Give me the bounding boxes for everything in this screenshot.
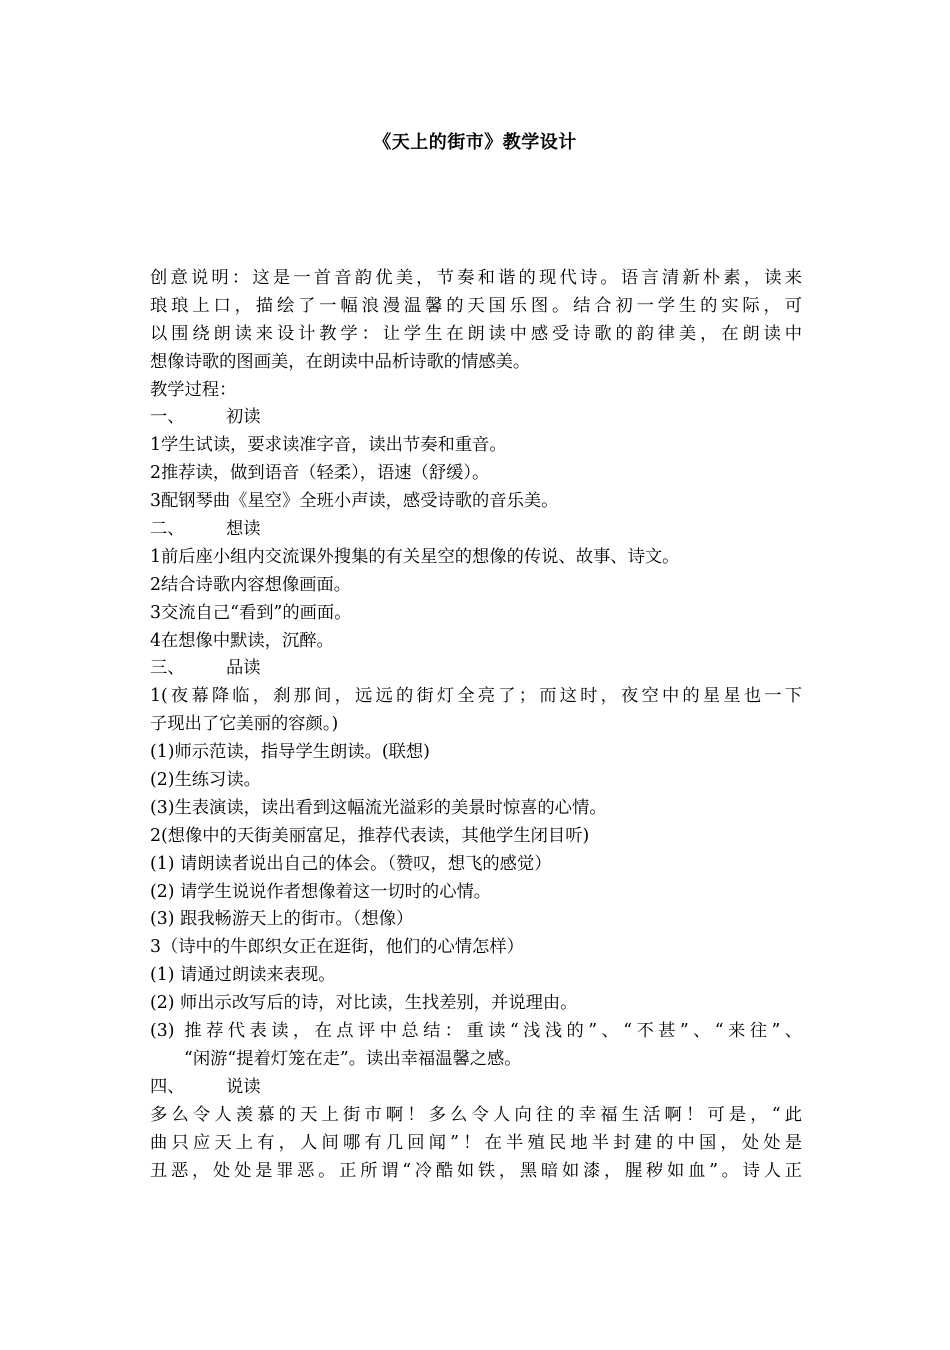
intro-line: 以围绕朗读来设计教学：让学生在朗读中感受诗歌的韵律美，在朗读中 xyxy=(150,323,802,344)
list-item: 1前后座小组内交流课外搜集的有关星空的想像的传说、故事、诗文。 xyxy=(150,546,680,567)
section-number: 四、 xyxy=(150,1076,185,1097)
text-line: (3) 推荐代表读，在点评中总结：重读“浅浅的”、“不甚”、“来往”、 xyxy=(150,1021,802,1042)
text-line: (1)师示范读，指导学生朗读。(联想) xyxy=(150,742,430,763)
text-line: 多么令人羡慕的天上街市啊！多么令人向往的幸福生活啊！可是，“此 xyxy=(150,1104,802,1125)
text-line: (2) 师出示改写后的诗，对比读，生找差别，并说理由。 xyxy=(150,993,578,1014)
section-number: 一、 xyxy=(150,407,185,428)
text-line: 1(夜幕降临，刹那间，远远的街灯全亮了；而这时，夜空中的星星也一下 xyxy=(150,686,802,707)
text-line: (3)生表演读，读出看到这幅流光溢彩的美景时惊喜的心情。 xyxy=(150,797,607,818)
intro-line: 想像诗歌的图画美，在朗读中品析诗歌的情感美。 xyxy=(150,351,531,372)
document-title: 《天上的街市》教学设计 xyxy=(373,132,577,153)
text-line: 曲只应天上有，人间哪有几回闻”！在半殖民地半封建的中国，处处是 xyxy=(150,1132,802,1153)
intro-line: 创意说明：这是一首音韵优美，节奏和谐的现代诗。语言清新朴素，读来 xyxy=(150,268,802,288)
section-heading xyxy=(150,655,802,683)
text-line: “闲游“提着灯笼在走”。读出幸福温馨之感。 xyxy=(184,1048,522,1069)
document-body xyxy=(150,265,802,1185)
section-title: 想读 xyxy=(226,519,261,540)
text-line: (1) 请通过朗读来表现。 xyxy=(150,965,336,986)
text-line: 3（诗中的牛郎织女正在逛街，他们的心情怎样） xyxy=(150,937,524,958)
list-item: 1学生试读，要求读准字音，读出节奏和重音。 xyxy=(150,435,507,456)
list-item: 2结合诗歌内容想像画面。 xyxy=(150,574,352,595)
process-label: 教学过程： xyxy=(150,379,237,400)
text-line: (1) 请朗读者说出自己的体会。（赞叹，想飞的感觉） xyxy=(150,853,552,874)
text-line: (3) 跟我畅游天上的街市。（想像） xyxy=(150,909,414,930)
section-title: 说读 xyxy=(226,1076,261,1097)
section-title: 初读 xyxy=(226,407,261,428)
text-line: 丑恶，处处是罪恶。正所谓“冷酷如铁，黑暗如漆，腥秽如血”。诗人正 xyxy=(150,1160,802,1181)
list-item: 3配钢琴曲《星空》全班小声读，感受诗歌的音乐美。 xyxy=(150,491,559,512)
text-line: (2)生练习读。 xyxy=(150,770,261,791)
list-item: 4在想像中默读，沉醉。 xyxy=(150,630,334,651)
text-line: 2(想像中的天街美丽富足，推荐代表读，其他学生闭目听) xyxy=(150,825,590,846)
section-title: 品读 xyxy=(226,658,261,679)
intro-line: 琅琅上口，描绘了一幅浪漫温馨的天国乐图。结合初一学生的实际，可 xyxy=(150,295,802,316)
list-item: 2推荐读，做到语音（轻柔），语速（舒缓）。 xyxy=(150,463,490,484)
text-line: 子现出了它美丽的容颜。) xyxy=(150,714,339,735)
section-heading xyxy=(150,516,802,544)
section-number: 二、 xyxy=(150,519,185,540)
text-line: (2) 请学生说说作者想像着这一切时的心情。 xyxy=(150,881,492,902)
list-item: 3交流自己“看到”的画面。 xyxy=(150,602,352,623)
section-number: 三、 xyxy=(150,658,185,679)
section-heading xyxy=(150,1074,802,1102)
section-heading xyxy=(150,404,802,432)
